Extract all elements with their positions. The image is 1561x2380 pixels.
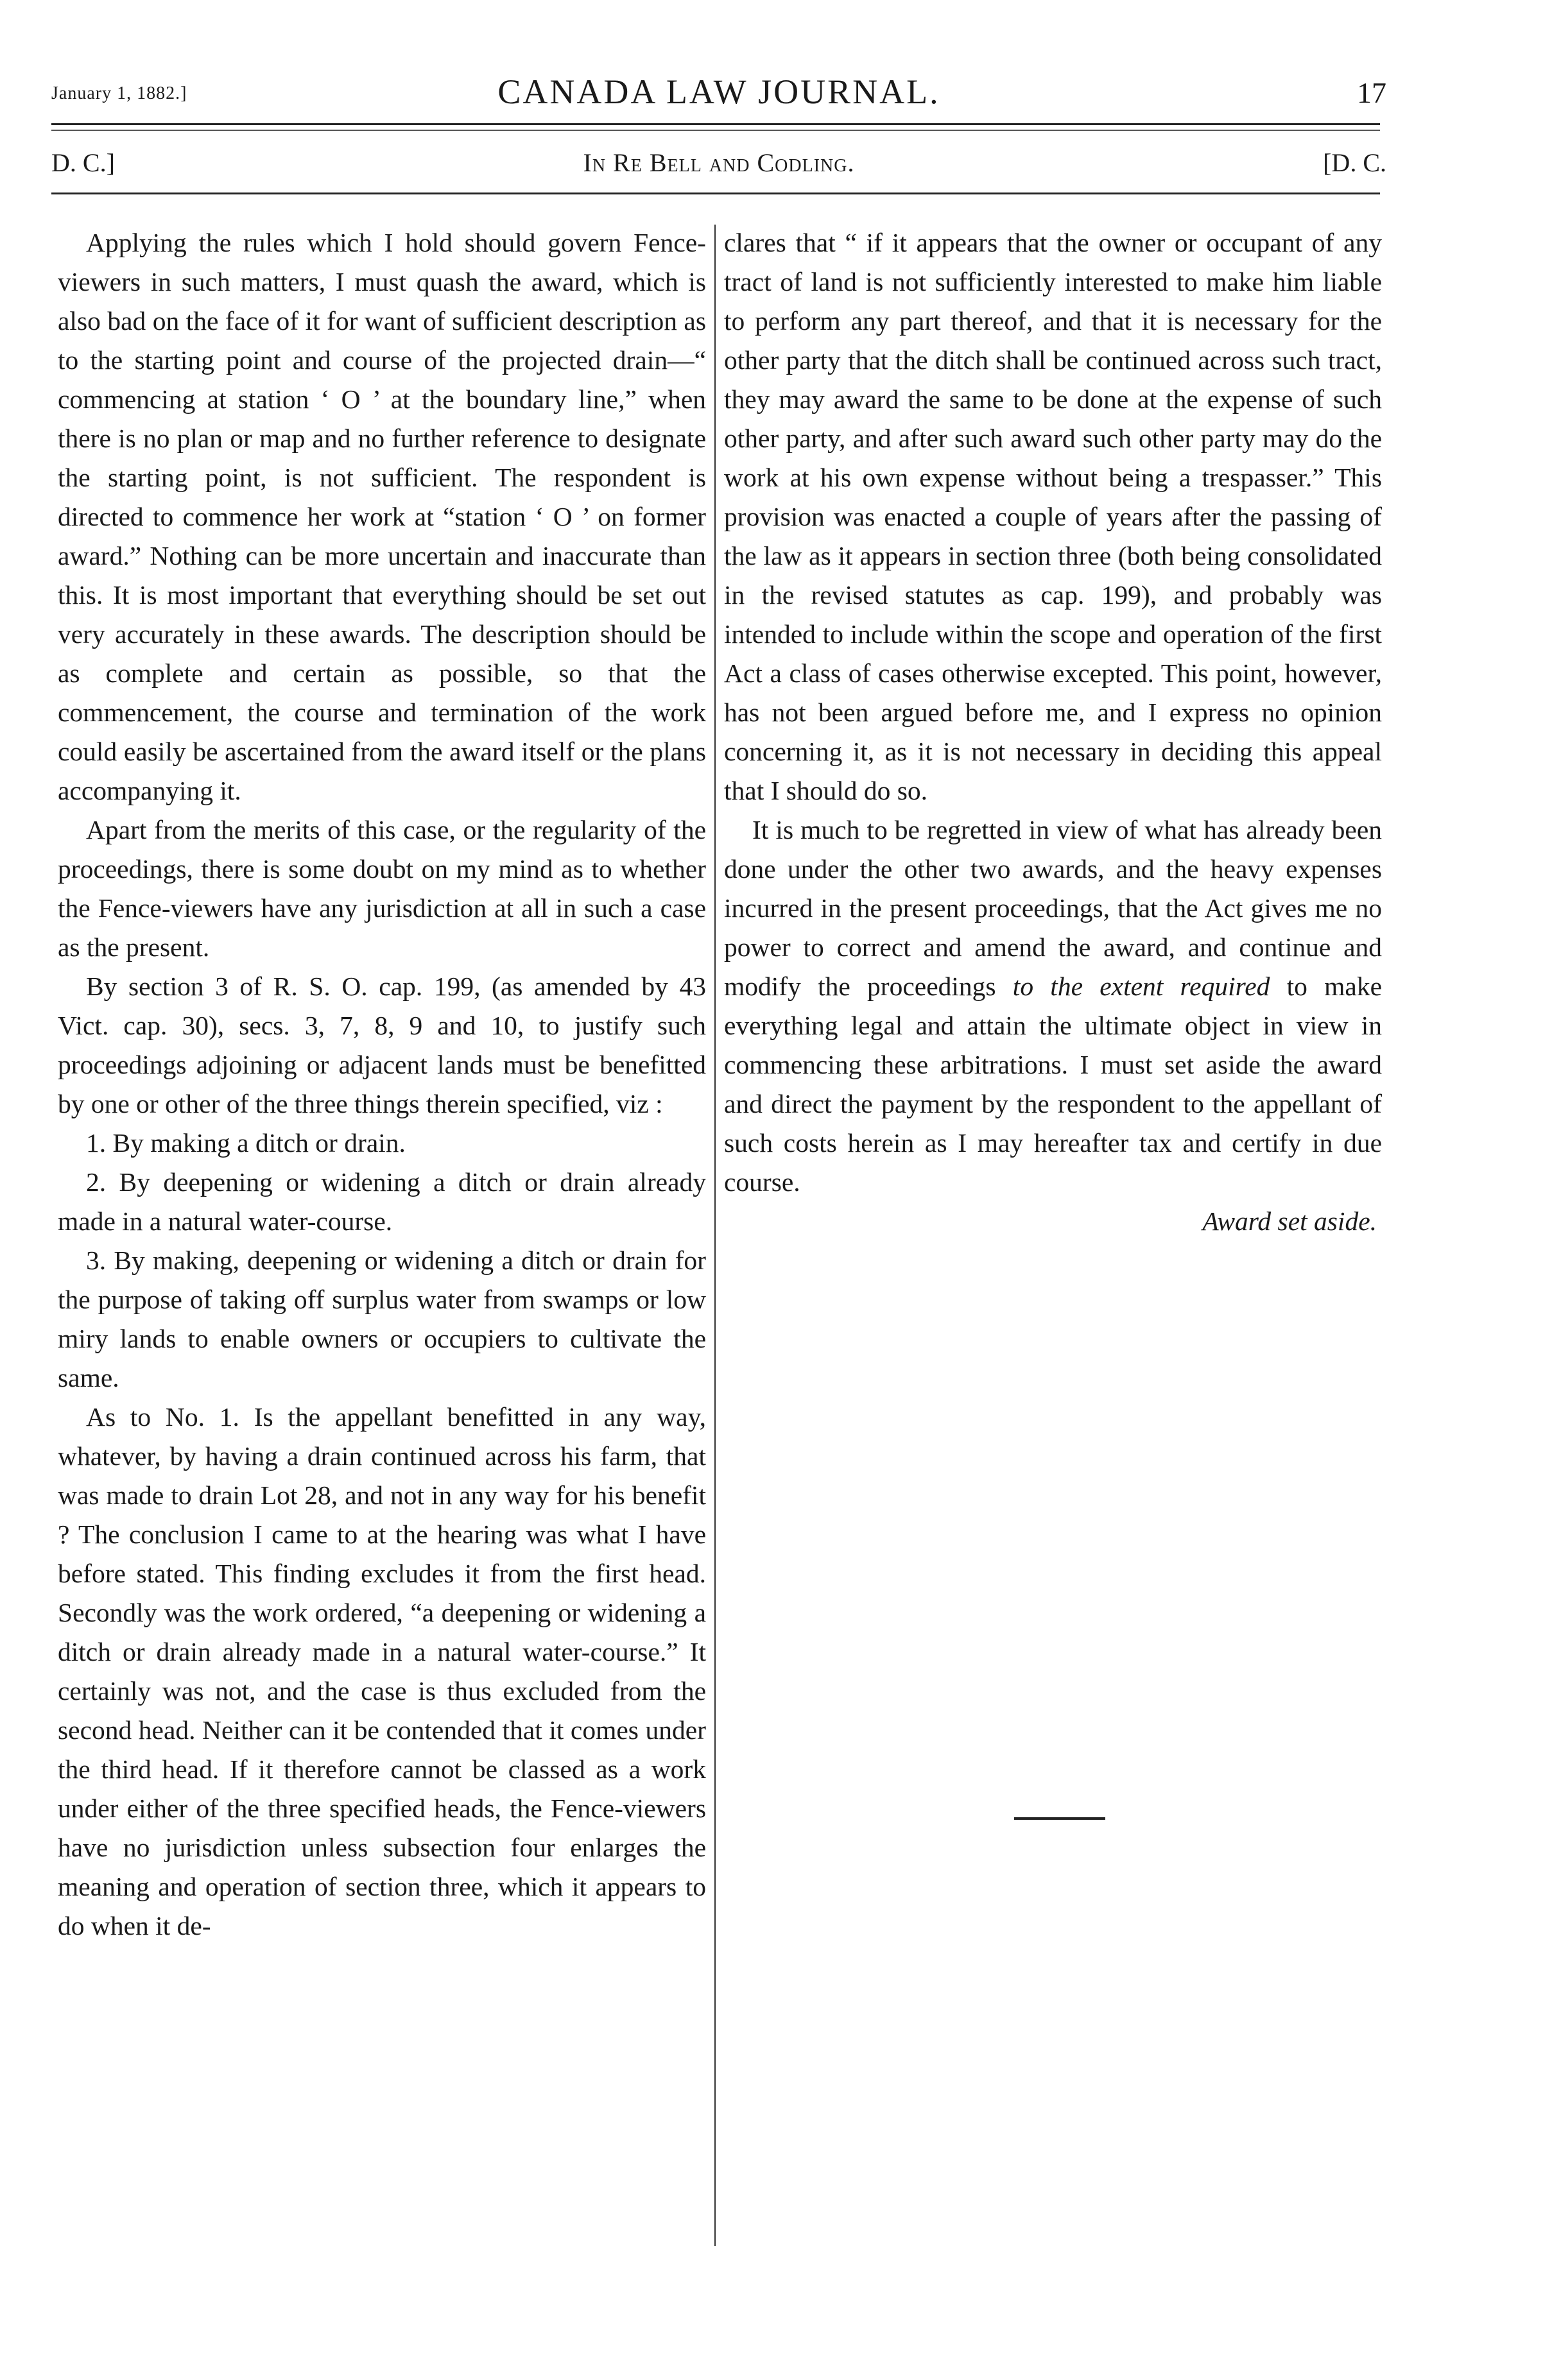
italic-phrase: to the extent required xyxy=(1012,972,1270,1001)
list-item: 1. By making a ditch or drain. xyxy=(86,1128,406,1158)
text-run: to make everything legal and attain the ultimate object in view in commencing these arbitrations. I must set aside the award and direct the payment by the respondent to the appellant of such costs herein as I may hereafter tax and certify in due course. xyxy=(724,972,1383,1197)
header-rule-thin xyxy=(51,130,1380,131)
paragraph: clares that “ if it appears that the owner or occupant of any tract of land is not sufficiently interested to make him liable to perform any part thereof, and that it is necessary for the other party that the ditch shall be continued across such tract, they may award the same to be done at the expense of such other party, and after such award such other party may do the work at his own expense without being a trespasser.” This provision was enacted a couple of years after the passing of the law as it appears in section three (both being consolidated in the revised statutes as cap. 199), and probably was intended to include within the scope and operation of the first Act a class of cases otherwise excepted. This point, however, has not been argued before me, and I express no opinion concerning it, as it is not necessary in deciding this appeal that I should do so. xyxy=(724,228,1382,805)
running-header xyxy=(51,72,1386,117)
case-title: In Re Bell and Codling. xyxy=(583,148,855,177)
paragraph: Apart from the merits of this case, or the regularity of the proceedings, there is some doubt on my mind as to whether the Fence-viewers have any jurisdiction at all in such a case as the present. xyxy=(58,815,706,962)
court-left: D. C.] xyxy=(51,148,115,177)
page-number: 17 xyxy=(1357,76,1386,109)
header-rule xyxy=(51,123,1380,125)
paragraph xyxy=(724,810,1382,1202)
text-run: It is much to be regretted in view of what has already been done under the other two awards, and the heavy expenses incurred in the present proceedings, that the Act gives me no power to correct and amend the award, and continue and modify the proceedings xyxy=(724,815,1382,1001)
issue-date: January 1, 1882.] xyxy=(51,83,187,103)
left-column xyxy=(58,223,706,1946)
case-header xyxy=(51,148,1386,186)
paragraph: By section 3 of R. S. O. cap. 199, (as amended by 43 Vict. cap. 30), secs. 3, 7, 8, 9 and 10, to justify such proceedings adjoining or adjacent lands must be benefitted by one or other of the three things therein specified, viz : xyxy=(58,972,706,1118)
list-item: 2. By deepening or widening a ditch or drain already made in a natural water-course. xyxy=(58,1167,706,1236)
judgment-result: Award set aside. xyxy=(1202,1206,1377,1236)
paragraph: As to No. 1. Is the appellant benefitted in any way, whatever, by having a drain continued across his farm, that was made to drain Lot 28, and not in any way for his benefit ? The conclusion I came to at the hearing was what I have before stated. This finding excludes it from the first head. Secondly was the work ordered, “a deepening or widening a ditch or drain already made in a natural water-course.” It certainly was not, and the case is thus excluded from the second head. Neither can it be contended that it comes under the third head. If it therefore cannot be classed as a work under either of the three specified heads, the Fence-viewers have no jurisdiction unless subsection four enlarges the meaning and operation of section three, which it appears to do when it de- xyxy=(58,1402,706,1940)
journal-title: CANADA LAW JOURNAL. xyxy=(497,73,940,111)
court-right: [D. C. xyxy=(1323,148,1386,177)
column-divider xyxy=(714,225,716,2246)
end-rule xyxy=(1014,1817,1105,1820)
right-column xyxy=(724,223,1382,1241)
case-header-rule xyxy=(51,193,1380,194)
paragraph: Applying the rules which I hold should govern Fence-viewers in such matters, I must quash the award, which is also bad on the face of it for want of sufficient description as to the starting point and course of the projected drain—“ commencing at station ‘ O ’ at the boundary line,” when there is no plan or map and no further reference to designate the starting point, is not sufficient. The respondent is directed to commence her work at “station ‘ O ’ on former award.” Nothing can be more uncertain and inaccurate than this. It is most important that everything should be set out very accurately in these awards. The description should be as complete and certain as possible, so that the commencement, the course and termination of the work could easily be ascertained from the award itself or the plans accompanying it. xyxy=(58,228,706,805)
list-item: 3. By making, deepening or widening a ditch or drain for the purpose of taking off surplus water from swamps or low miry lands to enable owners or occupiers to cultivate the same. xyxy=(58,1246,706,1392)
